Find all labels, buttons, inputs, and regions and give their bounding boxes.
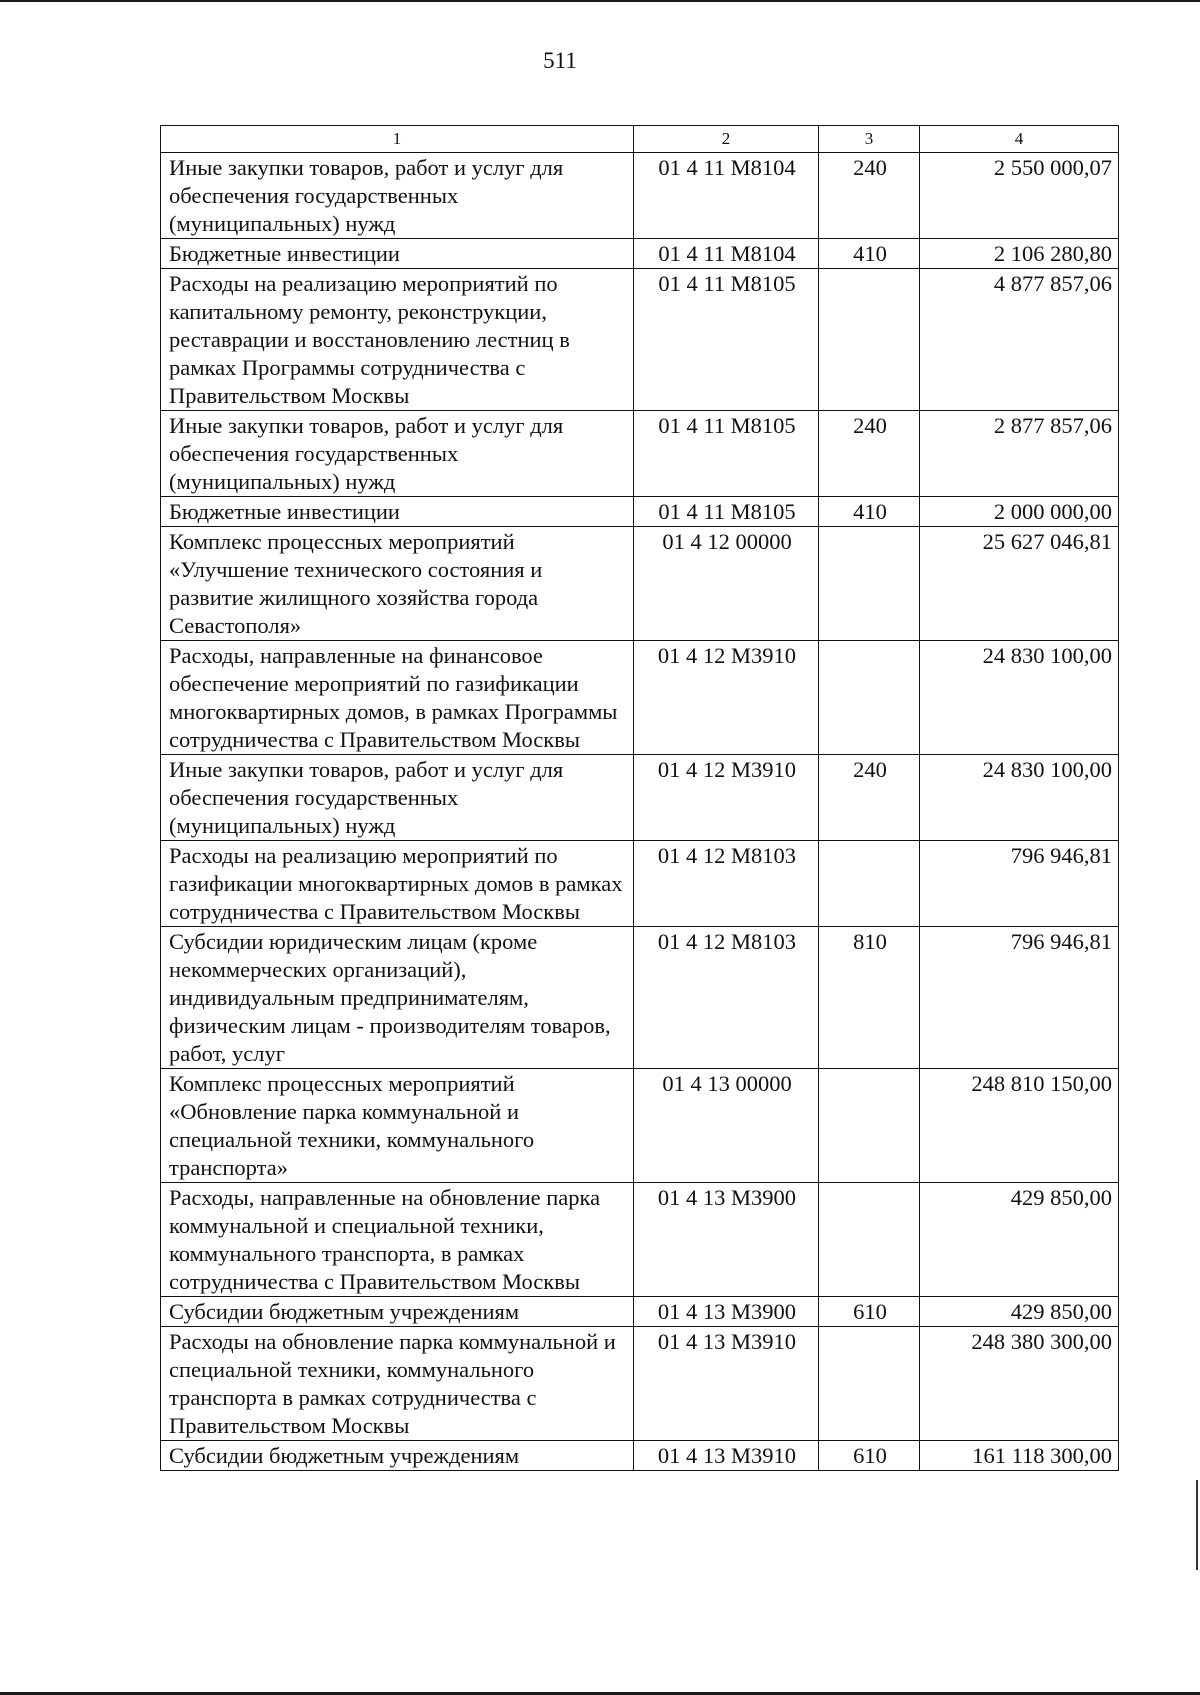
row-type (819, 269, 920, 411)
row-type (819, 527, 920, 641)
row-amount: 429 850,00 (920, 1183, 1119, 1297)
row-type: 410 (819, 239, 920, 269)
row-code: 01 4 11 М8105 (634, 497, 819, 527)
row-code: 01 4 11 М8104 (634, 153, 819, 239)
row-code: 01 4 13 М3900 (634, 1183, 819, 1297)
row-amount: 24 830 100,00 (920, 755, 1119, 841)
row-name: Расходы на реализацию мероприятий по капитальному ремонту, реконструкции, реставрации и восстановлению лестниц в рамках Программы сотрудничества с Правительством Москвы (161, 269, 634, 411)
row-amount: 2 000 000,00 (920, 497, 1119, 527)
row-amount: 248 810 150,00 (920, 1069, 1119, 1183)
scan-edge-top (0, 0, 1200, 2)
row-name: Субсидии бюджетным учреждениям (161, 1297, 634, 1327)
row-name: Бюджетные инвестиции (161, 497, 634, 527)
table-row (161, 1069, 1119, 1183)
row-amount: 796 946,81 (920, 927, 1119, 1069)
header-col-4: 4 (920, 126, 1119, 153)
row-type: 240 (819, 153, 920, 239)
row-code: 01 4 12 00000 (634, 527, 819, 641)
row-amount: 25 627 046,81 (920, 527, 1119, 641)
scan-edge-right (1196, 1480, 1198, 1570)
table-row (161, 153, 1119, 239)
row-code: 01 4 11 М8105 (634, 269, 819, 411)
row-amount: 248 380 300,00 (920, 1327, 1119, 1441)
row-type: 240 (819, 411, 920, 497)
row-name: Субсидии бюджетным учреждениям (161, 1441, 634, 1471)
row-name: Расходы на реализацию мероприятий по газификации многоквартирных домов в рамках сотрудничества с Правительством Москвы (161, 841, 634, 927)
row-name: Комплекс процессных мероприятий «Обновление парка коммунальной и специальной техники, коммунального транспорта» (161, 1069, 634, 1183)
row-name: Расходы, направленные на финансовое обеспечение мероприятий по газификации многоквартирных домов, в рамках Программы сотрудничества с Правительством Москвы (161, 641, 634, 755)
row-name: Бюджетные инвестиции (161, 239, 634, 269)
row-amount: 24 830 100,00 (920, 641, 1119, 755)
table-row (161, 927, 1119, 1069)
row-type: 810 (819, 927, 920, 1069)
row-code: 01 4 12 М8103 (634, 841, 819, 927)
header-row (161, 126, 1119, 153)
row-amount: 161 118 300,00 (920, 1441, 1119, 1471)
row-name: Субсидии юридическим лицам (кроме некоммерческих организаций), индивидуальным предпринимателям, физическим лицам - производителям товаров, работ, услуг (161, 927, 634, 1069)
row-type: 240 (819, 755, 920, 841)
row-amount: 796 946,81 (920, 841, 1119, 927)
row-type (819, 1183, 920, 1297)
row-type: 610 (819, 1441, 920, 1471)
row-code: 01 4 13 00000 (634, 1069, 819, 1183)
row-name: Расходы, направленные на обновление парка коммунальной и специальной техники, коммунального транспорта, в рамках сотрудничества с Правительством Москвы (161, 1183, 634, 1297)
table-row (161, 527, 1119, 641)
row-amount: 429 850,00 (920, 1297, 1119, 1327)
row-amount: 2 877 857,06 (920, 411, 1119, 497)
row-name: Иные закупки товаров, работ и услуг для обеспечения государственных (муниципальных) нужд (161, 411, 634, 497)
row-name: Иные закупки товаров, работ и услуг для обеспечения государственных (муниципальных) нужд (161, 153, 634, 239)
row-name: Иные закупки товаров, работ и услуг для обеспечения государственных (муниципальных) нужд (161, 755, 634, 841)
table-row (161, 1327, 1119, 1441)
table-row (161, 269, 1119, 411)
header-col-1: 1 (161, 126, 634, 153)
row-code: 01 4 13 М3910 (634, 1441, 819, 1471)
row-code: 01 4 13 М3910 (634, 1327, 819, 1441)
table-row (161, 411, 1119, 497)
page-number: 511 (543, 48, 577, 73)
table-row (161, 497, 1119, 527)
row-code: 01 4 11 М8104 (634, 239, 819, 269)
row-type (819, 1069, 920, 1183)
table-row (161, 239, 1119, 269)
row-type (819, 1327, 920, 1441)
row-code: 01 4 12 М3910 (634, 755, 819, 841)
table-row (161, 641, 1119, 755)
table-row (161, 841, 1119, 927)
row-code: 01 4 12 М8103 (634, 927, 819, 1069)
table-row (161, 1441, 1119, 1471)
header-col-3: 3 (819, 126, 920, 153)
row-code: 01 4 11 М8105 (634, 411, 819, 497)
row-code: 01 4 12 М3910 (634, 641, 819, 755)
row-amount: 2 550 000,07 (920, 153, 1119, 239)
row-type: 410 (819, 497, 920, 527)
row-name: Расходы на обновление парка коммунальной и специальной техники, коммунального транспорта в рамках сотрудничества с Правительством Москвы (161, 1327, 634, 1441)
row-type (819, 841, 920, 927)
table-row (161, 755, 1119, 841)
budget-table (160, 125, 1119, 1471)
table-row (161, 1183, 1119, 1297)
row-code: 01 4 13 М3900 (634, 1297, 819, 1327)
row-type: 610 (819, 1297, 920, 1327)
row-amount: 2 106 280,80 (920, 239, 1119, 269)
header-col-2: 2 (634, 126, 819, 153)
row-type (819, 641, 920, 755)
row-name: Комплекс процессных мероприятий «Улучшение технического состояния и развитие жилищного хозяйства города Севастополя» (161, 527, 634, 641)
table-row (161, 1297, 1119, 1327)
row-amount: 4 877 857,06 (920, 269, 1119, 411)
